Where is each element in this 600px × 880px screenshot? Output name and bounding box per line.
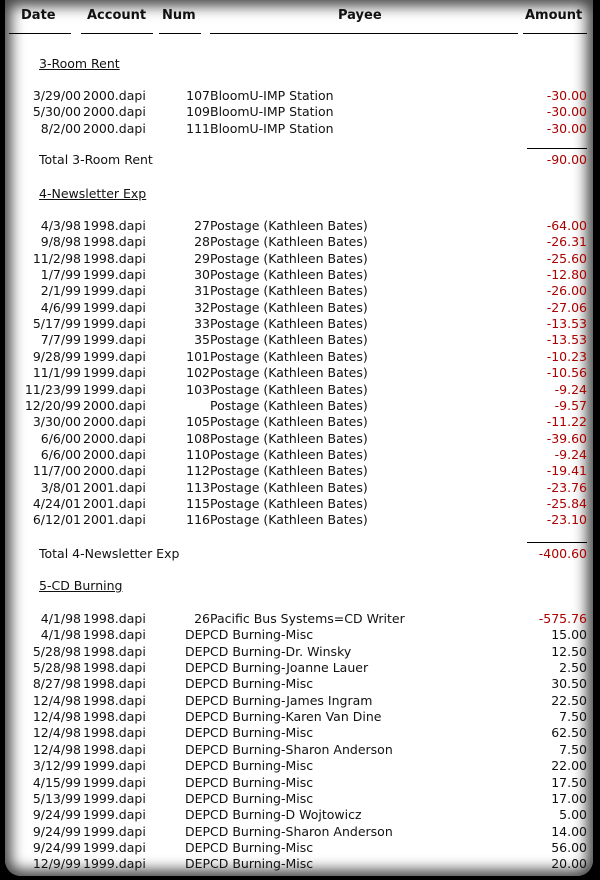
table-row [5, 218, 593, 234]
cell-date: 6/6/00 [40, 446, 81, 462]
cell-date: 12/20/99 [24, 397, 81, 413]
cell-payee: BloomU-IMP Station [210, 88, 334, 103]
cell-num: 35 [194, 332, 210, 348]
table-row [5, 611, 593, 627]
section-total-amount: -400.60 [538, 546, 587, 561]
cell-num: DEP [184, 725, 210, 741]
cell-account: 1999.dapi [83, 299, 146, 315]
cell-date: 11/7/00 [32, 463, 81, 479]
cell-num: 112 [186, 463, 210, 479]
cell-payee: Postage (Kathleen Bates) [210, 365, 368, 381]
cell-num: DEP [184, 741, 210, 757]
cell-account: 1999.dapi [83, 332, 146, 348]
table-row [5, 332, 593, 348]
cell-amount: 7.50 [559, 709, 587, 725]
cell-account: 1999.dapi [83, 316, 146, 332]
table-row [5, 349, 593, 365]
cell-amount: -11.22 [546, 414, 587, 430]
cell-account: 1999.dapi [83, 365, 146, 381]
cell-amount: 17.00 [551, 790, 587, 806]
cell-num: 115 [186, 495, 210, 511]
cell-num: 110 [186, 446, 210, 462]
cell-payee: CD Burning-Misc [210, 676, 314, 692]
report-page [5, 0, 593, 876]
cell-account: 1999.dapi [83, 381, 146, 397]
cell-payee: CD Burning-D Wojtowicz [210, 807, 362, 823]
cell-amount: 30.50 [551, 676, 587, 692]
cell-date: 11/1/99 [32, 365, 81, 381]
section-title: 5-CD Burning [39, 578, 123, 593]
cell-num: 33 [194, 316, 210, 332]
cell-payee: CD Burning-Dr. Winsky [210, 643, 352, 659]
cell-num: DEP [184, 709, 210, 725]
cell-date: 5/17/99 [32, 316, 81, 332]
cell-num: DEP [184, 627, 210, 643]
cell-amount: 12.50 [551, 643, 587, 659]
cell-date: 9/24/99 [32, 807, 81, 823]
header-payee: Payee [338, 8, 382, 23]
cell-payee: Postage (Kathleen Bates) [210, 397, 368, 413]
cell-amount: 15.00 [551, 627, 587, 643]
cell-account: 1998.dapi [83, 643, 146, 659]
table-row [5, 463, 593, 479]
cell-account: 1998.dapi [83, 741, 146, 757]
cell-account: 2001.dapi [83, 479, 146, 495]
cell-account: 1999.dapi [83, 283, 146, 299]
cell-date: 3/8/01 [40, 479, 81, 495]
cell-num: 26 [194, 611, 210, 626]
cell-account: 2001.dapi [83, 495, 146, 511]
cell-date: 6/6/00 [40, 430, 81, 446]
cell-amount: 2.50 [559, 660, 587, 676]
cell-num: 30 [194, 267, 210, 283]
cell-account: 1998.dapi [83, 660, 146, 676]
cell-num: 105 [186, 414, 210, 430]
cell-account: 1999.dapi [83, 823, 146, 839]
cell-amount: -25.60 [546, 250, 587, 266]
cell-payee: Postage (Kathleen Bates) [210, 381, 368, 397]
cell-account: 2000.dapi [83, 430, 146, 446]
cell-num: 32 [194, 299, 210, 315]
cell-date: 8/27/98 [32, 676, 81, 692]
cell-payee: CD Burning-Sharon Anderson [210, 823, 393, 839]
header-date: Date [21, 8, 56, 23]
cell-amount: 17.50 [551, 774, 587, 790]
cell-num: 28 [194, 234, 210, 250]
cell-amount: -64.00 [546, 218, 587, 233]
cell-date: 7/7/99 [40, 332, 81, 348]
cell-num: DEP [184, 660, 210, 676]
cell-payee: Postage (Kathleen Bates) [210, 234, 368, 250]
cell-num: 29 [194, 250, 210, 266]
cell-amount: -26.31 [546, 234, 587, 250]
cell-account: 1998.dapi [83, 250, 146, 266]
cell-amount: -23.76 [546, 479, 587, 495]
cell-amount: -10.23 [546, 348, 587, 364]
cell-date: 8/2/00 [40, 120, 81, 136]
cell-payee: Postage (Kathleen Bates) [210, 316, 368, 332]
table-row [5, 300, 593, 316]
table-row [5, 709, 593, 725]
cell-amount: -12.80 [546, 267, 587, 283]
cell-num: DEP [184, 676, 210, 692]
cell-amount: -23.10 [546, 512, 587, 528]
cell-payee: CD Burning-Karen Van Dine [210, 709, 382, 725]
cell-payee: CD Burning-Misc [210, 790, 314, 806]
section-title: 4-Newsletter Exp [39, 186, 147, 201]
cell-num: 102 [186, 365, 210, 381]
cell-amount: -9.24 [554, 381, 587, 397]
cell-payee: Postage (Kathleen Bates) [210, 495, 368, 511]
cell-account: 2000.dapi [83, 120, 146, 136]
cell-account: 1998.dapi [83, 627, 146, 643]
cell-amount: -575.76 [538, 611, 587, 626]
table-row [5, 234, 593, 250]
cell-account: 1998.dapi [83, 725, 146, 741]
cell-date: 4/15/99 [32, 774, 81, 790]
section-total-label: Total 3-Room Rent [39, 152, 153, 167]
table-row [5, 791, 593, 807]
cell-amount: 14.00 [551, 823, 587, 839]
cell-account: 1999.dapi [83, 267, 146, 283]
cell-num: 31 [194, 283, 210, 299]
cell-account: 1999.dapi [83, 348, 146, 364]
cell-num: DEP [184, 774, 210, 790]
cell-date: 12/4/98 [32, 741, 81, 757]
cell-account: 1999.dapi [83, 839, 146, 855]
cell-date: 9/24/99 [32, 839, 81, 855]
table-row [5, 725, 593, 741]
cell-date: 1/7/99 [40, 267, 81, 283]
cell-payee: Postage (Kathleen Bates) [210, 218, 368, 233]
table-row [5, 758, 593, 774]
cell-num: 108 [186, 430, 210, 446]
cell-payee: Postage (Kathleen Bates) [210, 512, 368, 528]
cell-num: DEP [184, 823, 210, 839]
cell-payee: CD Burning-Misc [210, 839, 314, 855]
cell-account: 1998.dapi [83, 709, 146, 725]
table-row [5, 447, 593, 463]
cell-date: 4/1/98 [40, 627, 81, 643]
table-row [5, 512, 593, 528]
cell-date: 4/1/98 [40, 611, 81, 626]
cell-date: 9/8/98 [40, 234, 81, 250]
cell-payee: Postage (Kathleen Bates) [210, 479, 368, 495]
cell-amount: -25.84 [546, 495, 587, 511]
cell-date: 12/4/98 [32, 725, 81, 741]
table-row [5, 693, 593, 709]
table-row [5, 856, 593, 872]
cell-num: DEP [184, 839, 210, 855]
cell-date: 2/1/99 [40, 283, 81, 299]
table-row [5, 496, 593, 512]
cell-date: 11/2/98 [32, 250, 81, 266]
column-header [5, 0, 593, 34]
cell-date: 12/4/98 [32, 709, 81, 725]
cell-payee: Postage (Kathleen Bates) [210, 299, 368, 315]
cell-date: 4/24/01 [32, 495, 81, 511]
cell-amount: -13.53 [546, 316, 587, 332]
total-rule [527, 148, 587, 149]
table-row [5, 398, 593, 414]
table-row [5, 121, 593, 137]
table-row [5, 267, 593, 283]
total-rule [527, 542, 587, 543]
cell-amount: -9.57 [554, 397, 587, 413]
table-row [5, 807, 593, 823]
cell-date: 3/29/00 [32, 88, 81, 103]
cell-num: 103 [186, 381, 210, 397]
cell-amount: -19.41 [546, 463, 587, 479]
cell-amount: 7.50 [559, 741, 587, 757]
table-row [5, 742, 593, 758]
cell-amount: -9.24 [554, 446, 587, 462]
cell-payee: Postage (Kathleen Bates) [210, 463, 368, 479]
cell-amount: -30.00 [546, 88, 587, 103]
cell-num: 101 [186, 348, 210, 364]
cell-account: 1998.dapi [83, 218, 146, 233]
cell-account: 1999.dapi [83, 790, 146, 806]
cell-date: 3/12/99 [32, 758, 81, 774]
cell-account: 1999.dapi [83, 758, 146, 774]
cell-date: 9/28/99 [32, 348, 81, 364]
cell-payee: CD Burning-Sharon Anderson [210, 741, 393, 757]
table-row [5, 627, 593, 643]
cell-num: DEP [184, 807, 210, 823]
table-row [5, 431, 593, 447]
header-num: Num [162, 8, 196, 23]
cell-payee: CD Burning-Misc [210, 725, 314, 741]
cell-num: DEP [184, 643, 210, 659]
cell-account: 1999.dapi [83, 774, 146, 790]
cell-payee: CD Burning-Misc [210, 758, 314, 774]
cell-payee: Postage (Kathleen Bates) [210, 446, 368, 462]
cell-date: 11/23/99 [24, 381, 81, 397]
cell-num: 27 [194, 218, 210, 233]
cell-amount: -27.06 [546, 299, 587, 315]
table-row [5, 104, 593, 120]
cell-payee: CD Burning-Misc [210, 856, 314, 872]
cell-date: 4/6/99 [40, 299, 81, 315]
cell-account: 1998.dapi [83, 611, 146, 626]
cell-date: 3/30/00 [32, 414, 81, 430]
cell-account: 2000.dapi [83, 463, 146, 479]
cell-amount: 22.00 [551, 758, 587, 774]
table-row [5, 480, 593, 496]
cell-account: 2000.dapi [83, 397, 146, 413]
cell-amount: -10.56 [546, 365, 587, 381]
cell-account: 2001.dapi [83, 512, 146, 528]
cell-account: 1998.dapi [83, 676, 146, 692]
cell-date: 12/4/98 [32, 692, 81, 708]
cell-amount: 22.50 [551, 692, 587, 708]
table-row [5, 775, 593, 791]
cell-num: 113 [186, 479, 210, 495]
table-row [5, 251, 593, 267]
table-row [5, 365, 593, 381]
cell-account: 2000.dapi [83, 88, 146, 103]
cell-payee: Postage (Kathleen Bates) [210, 430, 368, 446]
table-row [5, 644, 593, 660]
cell-payee: BloomU-IMP Station [210, 104, 334, 120]
cell-date: 5/13/99 [32, 790, 81, 806]
cell-account: 1998.dapi [83, 234, 146, 250]
cell-payee: BloomU-IMP Station [210, 120, 334, 136]
cell-payee: Postage (Kathleen Bates) [210, 414, 368, 430]
cell-num: 116 [186, 512, 210, 528]
cell-payee: Postage (Kathleen Bates) [210, 348, 368, 364]
cell-date: 5/28/98 [32, 643, 81, 659]
cell-date: 5/28/98 [32, 660, 81, 676]
cell-account: 1999.dapi [83, 856, 146, 872]
table-row [5, 283, 593, 299]
cell-payee: Postage (Kathleen Bates) [210, 250, 368, 266]
cell-amount: -26.00 [546, 283, 587, 299]
table-row [5, 88, 593, 104]
cell-num: DEP [184, 692, 210, 708]
cell-num: DEP [184, 856, 210, 872]
cell-payee: CD Burning-Joanne Lauer [210, 660, 369, 676]
cell-account: 2000.dapi [83, 104, 146, 120]
table-row [5, 382, 593, 398]
table-row [5, 660, 593, 676]
cell-account: 1998.dapi [83, 692, 146, 708]
table-row [5, 676, 593, 692]
cell-date: 9/24/99 [32, 823, 81, 839]
cell-account: 2000.dapi [83, 446, 146, 462]
cell-amount: -39.60 [546, 430, 587, 446]
cell-num: DEP [184, 790, 210, 806]
cell-amount: 20.00 [551, 856, 587, 872]
cell-payee: Postage (Kathleen Bates) [210, 267, 368, 283]
table-row [5, 414, 593, 430]
cell-payee: Pacific Bus Systems=CD Writer [210, 611, 405, 626]
table-row [5, 316, 593, 332]
table-row [5, 824, 593, 840]
cell-date: 12/9/99 [32, 856, 81, 872]
cell-amount: -30.00 [546, 104, 587, 120]
section-title: 3-Room Rent [39, 56, 120, 71]
cell-date: 5/30/00 [32, 104, 81, 120]
cell-account: 1999.dapi [83, 807, 146, 823]
section-total-label: Total 4-Newsletter Exp [39, 546, 180, 561]
cell-payee: Postage (Kathleen Bates) [210, 332, 368, 348]
header-amount: Amount [525, 8, 583, 23]
cell-account: 2000.dapi [83, 414, 146, 430]
cell-num: 111 [186, 120, 210, 136]
cell-amount: 5.00 [559, 807, 587, 823]
cell-payee: CD Burning-Misc [210, 774, 314, 790]
table-row [5, 840, 593, 856]
cell-payee: CD Burning-James Ingram [210, 692, 373, 708]
cell-num: 109 [186, 104, 210, 120]
cell-amount: 62.50 [551, 725, 587, 741]
section-total-amount: -90.00 [546, 152, 587, 167]
cell-payee: Postage (Kathleen Bates) [210, 283, 368, 299]
cell-amount: -30.00 [546, 120, 587, 136]
cell-payee: CD Burning-Misc [210, 627, 314, 643]
cell-date: 4/3/98 [40, 218, 81, 233]
cell-num: 107 [186, 88, 210, 103]
cell-amount: 56.00 [551, 839, 587, 855]
header-account: Account [87, 8, 147, 23]
cell-num: DEP [184, 758, 210, 774]
cell-amount: -13.53 [546, 332, 587, 348]
cell-date: 6/12/01 [32, 512, 81, 528]
